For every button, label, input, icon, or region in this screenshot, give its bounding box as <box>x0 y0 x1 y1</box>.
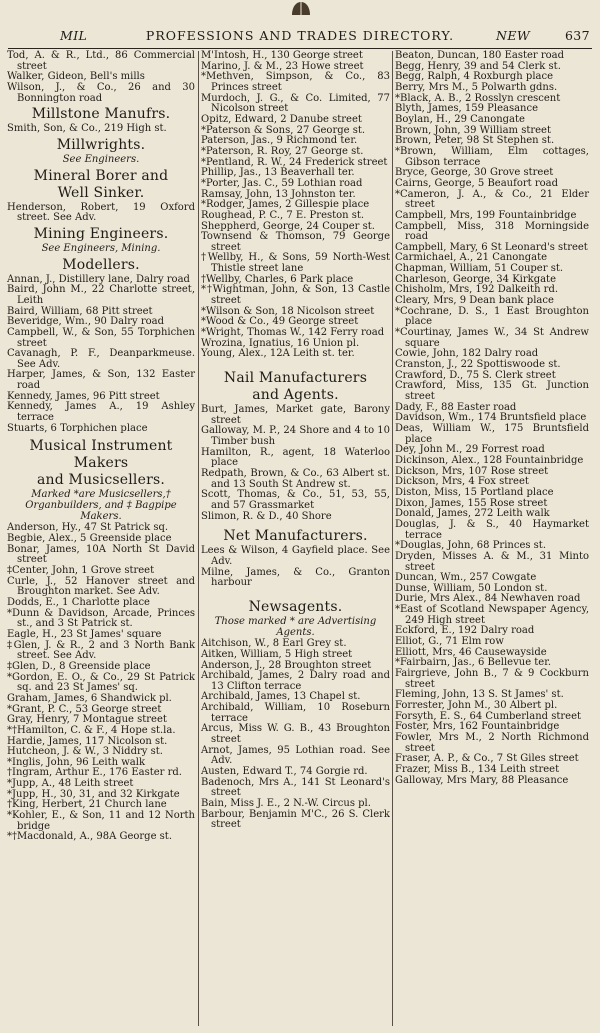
list-item: Dunse, William, 50 London st. <box>395 582 548 594</box>
spacer <box>201 522 390 526</box>
list-item: Fraser, A. P., & Co., 7 St Giles street <box>395 753 579 765</box>
list-item: Austen, Edward T., 74 Gorgie rd. <box>201 766 368 778</box>
spacer <box>201 360 390 368</box>
list-item: Curle, J., 52 Hanover street and Broughton market. See Adv. <box>7 575 195 598</box>
list-item: Campbell, Miss, 318 Morningside road <box>395 220 589 243</box>
list-item: *Black, A. B., 2 Rosslyn crescent <box>395 92 561 104</box>
list-item: Hutcheon, J. & W., 3 Niddry st. <box>7 746 163 758</box>
list-item: *Cameron, J. A., & Co., 21 Elder street <box>395 188 589 211</box>
ornament-icon <box>288 0 314 16</box>
running-header <box>8 28 592 46</box>
list-item: Dickson, Mrs, 107 Rose street <box>395 465 549 477</box>
list-item: Chisholm, Mrs, 192 Dalkeith rd. <box>395 284 559 296</box>
list-item: Anderson, Hy., 47 St Patrick sq. <box>7 522 169 534</box>
section-heading: Millwrights. <box>56 136 146 153</box>
list-item: Deas, William W., 175 Bruntsfield place <box>395 422 589 445</box>
list-item: *Porter, Jas. C., 59 Lothian road <box>201 177 363 189</box>
list-item: *Methven, Simpson, & Co., 83 Princes street <box>201 71 390 93</box>
list-item: Dryden, Misses A. & M., 31 Minto street <box>395 550 589 573</box>
header-rule <box>8 48 592 49</box>
list-item: *Wright, Thomas W., 142 Ferry road <box>201 327 385 339</box>
list-item: Archibald, William, 10 Roseburn terrace <box>201 702 390 724</box>
list-item: ‡Glen, J. & R., 2 and 3 North Bank street. See Adv. <box>7 639 195 662</box>
list-item: *Grant, P. C., 53 George street <box>7 703 162 715</box>
section-heading: Modellers. <box>62 256 140 273</box>
list-item: Hamilton, R., agent, 18 Waterloo place <box>201 446 390 469</box>
section-heading: Millstone Manufrs. <box>31 106 171 123</box>
column-3 <box>395 51 589 786</box>
list-item: *†Macdonald, A., 98A George st. <box>7 831 172 843</box>
list-item: Dady, F., 88 Easter road <box>395 401 517 413</box>
see-reference: See Engineers. <box>62 153 140 165</box>
list-item: *East of Scotland Newspaper Agency, 249 High street <box>395 604 589 626</box>
list-item: Elliot, G., 71 Elm row <box>395 636 504 648</box>
list-item: Badenoch, Mrs A., 141 St Leonard's street <box>201 776 390 799</box>
list-item: Elliott, Mrs, 46 Causewayside <box>395 646 547 658</box>
list-item: Ramsay, John, 13 Johnston ter. <box>201 188 356 200</box>
list-item: Foster, Mrs, 162 Fountainbridge <box>395 721 560 733</box>
list-item: Cavanagh, P. F., Deanparkmeuse. See Adv. <box>7 348 195 370</box>
page-number: 637 <box>564 28 590 43</box>
list-item: Dixon, James, 155 Rose street <box>395 497 548 509</box>
list-item: Campbell, Mary, 6 St Leonard's street <box>395 241 588 253</box>
section-heading: Well Sinker. <box>57 184 145 201</box>
list-item: Slimon, R. & D., 40 Shore <box>201 510 332 522</box>
list-item: *Douglas, John, 68 Princes st. <box>395 540 547 552</box>
list-item: Beaton, Duncan, 180 Easter road <box>395 50 565 61</box>
list-item: Fairgrieve, John B., 7 & 9 Cockburn street <box>395 668 589 690</box>
list-item: Archibald, James, 2 Dalry road and 13 Clifton terrace <box>201 670 390 692</box>
list-item: Archibald, James, 13 Chapel st. <box>201 691 361 703</box>
list-item: *†Hamilton, C. & F., 4 Hope st.la. <box>7 724 176 736</box>
list-item: *Paterson & Sons, 27 George st. <box>201 124 366 136</box>
list-item: Tod, A. & R., Ltd., 86 Commercial street <box>7 50 195 72</box>
list-item: Crawford, D., 75 S. Clerk street <box>395 369 556 381</box>
list-item: Galloway, Mrs Mary, 88 Pleasance <box>395 774 569 786</box>
section-heading: Mining Engineers. <box>33 225 169 242</box>
list-item: Campbell, W., & Son, 55 Torphichen street <box>7 326 195 349</box>
column-divider <box>392 51 393 1026</box>
list-item: Duncan, Wm., 257 Cowgate <box>395 572 537 584</box>
list-item: Barbour, Benjamin M'C., 26 S. Clerk street <box>201 808 390 831</box>
list-item: Fowler, Mrs M., 2 North Richmond street <box>395 732 589 754</box>
list-item: Roughead, P. C., 7 E. Preston st. <box>201 209 365 221</box>
section-heading: and Agents. <box>252 387 339 404</box>
list-item: Baird, John M., 22 Charlotte street, Leith <box>7 284 195 306</box>
list-item: Stuarts, 6 Torphichen place <box>7 422 148 434</box>
list-item: ‡Center, John, 1 Grove street <box>7 565 155 576</box>
list-item: Gray, Henry, 7 Montague street <box>7 714 167 726</box>
list-item: Cleary, Mrs, 9 Dean bank place <box>395 295 554 307</box>
list-item: Sheppherd, George, 24 Couper st. <box>201 220 375 232</box>
list-item: Kennedy, James A., 19 Ashley terrace <box>7 401 195 424</box>
list-item: Aitchison, W., 8 Earl Grey st. <box>201 638 347 650</box>
list-item: Begg, Henry, 39 and 54 Clerk st. <box>395 60 561 72</box>
column-1 <box>7 51 195 843</box>
list-item: Crawford, Miss, 135 Gt. Junction street <box>395 380 589 402</box>
list-item: †Wellby, H., & Sons, 59 North-West Thistle street lane <box>201 252 390 275</box>
column-2 <box>201 51 390 831</box>
list-item: Diston, Miss, 15 Portland place <box>395 486 554 498</box>
list-item: Forrester, John M., 30 Albert pl. <box>395 700 558 712</box>
list-item: Aitken, William, 5 High street <box>201 648 353 660</box>
list-item: Blyth, James, 159 Pleasance <box>395 103 538 115</box>
list-item: Berry, Mrs M., 5 Polwarth gdns. <box>395 81 558 93</box>
list-item: *Dunn & Davidson, Arcade, Princes st., and 3 St Patrick st. <box>7 607 195 630</box>
list-item: Campbell, Mrs, 199 Fountainbridge <box>395 209 577 221</box>
list-item: Walker, Gideon, Bell's mills <box>7 71 145 83</box>
see-reference: See Engineers, Mining. <box>41 242 161 254</box>
list-item: Boylan, H., 29 Canongate <box>395 113 525 125</box>
list-item: *Rodger, James, 2 Gillespie place <box>201 199 370 211</box>
header-left-guide: MIL <box>60 28 88 43</box>
list-item: Dickson, Mrs, 4 Fox street <box>395 476 529 488</box>
column-divider <box>198 51 199 1026</box>
section-note: Marked *are Musicsellers,† Organbuilders, and ‡ Bagpipe Makers. <box>25 489 177 522</box>
list-item: Murdoch, J. G., & Co. Limited, 77 Nicolson street <box>201 92 390 115</box>
list-item: Brown, John, 39 William street <box>395 124 551 136</box>
list-item: *Wilson & Son, 18 Nicolson street <box>201 305 375 317</box>
list-item: Redpath, Brown, & Co., 63 Albert st. and 13 South St Andrew st. <box>201 467 390 490</box>
list-item: *Gordon, E. O., & Co., 29 St Patrick sq. and 23 St James' sq. <box>7 671 195 694</box>
list-item: *Pentland, R. W., 24 Frederick street <box>201 156 388 168</box>
list-item: ‡Glen, D., 8 Greenside place <box>7 660 151 672</box>
list-item: Forsyth, E. S., 64 Cumberland street <box>395 710 582 722</box>
list-item: Begbie, Alex., 5 Greenside place <box>7 533 172 545</box>
list-item: Begg, Ralph, 4 Roxburgh place <box>395 71 553 83</box>
list-item: †Wellby, Charles, 6 Park place <box>201 273 354 285</box>
list-item: Cairns, George, 5 Beaufort road <box>395 177 558 189</box>
list-item: *Inglis, John, 96 Leith walk <box>7 756 146 768</box>
list-item: Dickinson, Alex., 128 Fountainbridge <box>395 454 584 466</box>
list-item: Graham, James, 6 Shandwick pl. <box>7 692 172 704</box>
list-item: Smith, Son, & Co., 219 High st. <box>7 123 167 135</box>
list-item: Arnot, James, 95 Lothian road. See Adv. <box>201 744 390 767</box>
list-item: Eagle, H., 23 St James' square <box>7 628 162 640</box>
list-item: †King, Herbert, 21 Church lane <box>7 799 167 811</box>
list-item: Townsend & Thomson, 79 George street <box>201 231 390 253</box>
header-title: PROFESSIONS AND TRADES DIRECTORY. <box>145 28 455 43</box>
list-item: Eckford, E., 192 Dalry road <box>395 625 535 637</box>
list-item: Cowie, John, 182 Dalry road <box>395 348 539 360</box>
list-item: Arcus, Miss W. G. B., 43 Broughton street <box>201 723 390 746</box>
list-item: Wilson, J., & Co., 26 and 30 Bonnington road <box>7 81 195 104</box>
list-item: *Courtinay, James W., 34 St Andrew square <box>395 327 589 349</box>
list-item: Fleming, John, 13 S. St James' st. <box>395 689 564 701</box>
list-item: M'Intosh, H., 130 George street <box>201 50 363 61</box>
list-item: †Ingram, Arthur E., 176 Easter rd. <box>7 767 182 779</box>
list-item: Young, Alex., 12A Leith st. ter. <box>201 348 355 360</box>
list-item: *Jupp, H., 30, 31, and 32 Kirkgate <box>7 788 180 800</box>
list-item: Dodds, E., 1 Charlotte place <box>7 596 150 608</box>
list-item: Hardie, James, 117 Nicolson st. <box>7 735 168 747</box>
list-item: Phillip, Jas., 13 Beaverhall ter. <box>201 167 355 179</box>
list-item: Chapman, William, 51 Couper st. <box>395 263 564 275</box>
list-item: Frazer, Miss B., 134 Leith street <box>395 763 560 775</box>
list-item: *Wood & Co., 49 George street <box>201 316 359 328</box>
list-item: *Brown, William, Elm cottages, Gibson terrace <box>395 145 589 168</box>
list-item: Carmichael, A., 21 Canongate <box>395 252 548 264</box>
list-item: Anderson, J., 28 Broughton street <box>201 659 372 671</box>
list-item: Bryce, George, 30 Grove street <box>395 167 554 179</box>
list-item: Milne, James, & Co., Granton harbour <box>201 566 390 589</box>
list-item: Cranston, J., 22 Spottiswoode st. <box>395 359 561 371</box>
list-item: *†Wightman, John, & Son, 13 Castle street <box>201 284 390 307</box>
section-heading: and Musicsellers. <box>36 472 166 489</box>
list-item: *Fairbairn, Jas., 6 Bellevue ter. <box>395 657 552 669</box>
section-heading: Newsagents. <box>248 598 343 615</box>
spacer <box>201 589 390 597</box>
list-item: Beveridge, Wm., 90 Dalry road <box>7 316 165 328</box>
list-item: *Cochrane, D. S., 1 East Broughton place <box>395 305 589 328</box>
list-item: Galloway, M. P., 24 Shore and 4 to 10 Timber bush <box>201 425 390 447</box>
section-heading: Nail Manufacturers <box>223 370 368 387</box>
list-item: Brown, Peter, 98 St Stephen st. <box>395 135 555 147</box>
list-item: Wrozina, Ignatius, 16 Union pl. <box>201 337 360 349</box>
list-item: Lees & Wilson, 4 Gayfield place. See Adv. <box>201 545 390 567</box>
list-item: Durie, Mrs Alex., 84 Newhaven road <box>395 593 581 605</box>
list-millers <box>7 51 195 104</box>
section-heading: Mineral Borer and <box>33 167 169 184</box>
list-item: Charleson, George, 34 Kirkgate <box>395 273 556 285</box>
list-item: *Paterson, R. Roy, 27 George st. <box>201 145 364 157</box>
section-heading: Musical Instrument <box>29 438 173 455</box>
list-item: Marino, J. & M., 23 Howe street <box>201 60 364 72</box>
list-item: Baird, William, 68 Pitt street <box>7 305 153 317</box>
list-item: Dey, John M., 29 Forrest road <box>395 444 545 456</box>
section-heading: Net Manufacturers. <box>223 528 368 545</box>
list-item: *Jupp, A., 48 Leith street <box>7 778 134 790</box>
list-item: Annan, J., Distillery lane, Dalry road <box>7 273 190 285</box>
list-item: Bonar, James, 10A North St David street <box>7 543 195 566</box>
list-item: Scott, Thomas, & Co., 51, 53, 55, and 57 Grassmarket <box>201 489 390 511</box>
list-item: Bain, Miss J. E., 2 N.-W. Circus pl. <box>201 798 371 810</box>
list-item: Harper, James, & Son, 132 Easter road <box>7 369 195 392</box>
list-item: Kennedy, James, 96 Pitt street <box>7 390 160 402</box>
list-item: Davidson, Wm., 174 Bruntsfield place <box>395 412 587 424</box>
list-item: Opitz, Edward, 2 Danube street <box>201 113 362 125</box>
list-item: Burt, James, Market gate, Barony street <box>201 404 390 426</box>
list-item: Douglas, J. & S., 40 Haymarket terrace <box>395 518 589 541</box>
list-item: Donald, James, 272 Leith walk <box>395 508 550 520</box>
list-item: Paterson, Jas., 9 Richmond ter. <box>201 135 358 147</box>
list-item: *Kohler, E., & Son, 11 and 12 North bridge <box>7 810 195 832</box>
section-heading: Makers <box>73 455 129 472</box>
header-right-guide: NEW <box>496 28 531 43</box>
list-item: Henderson, Robert, 19 Oxford street. See Adv. <box>7 201 195 224</box>
section-note: Those marked * are Advertising Agents. <box>214 615 377 638</box>
